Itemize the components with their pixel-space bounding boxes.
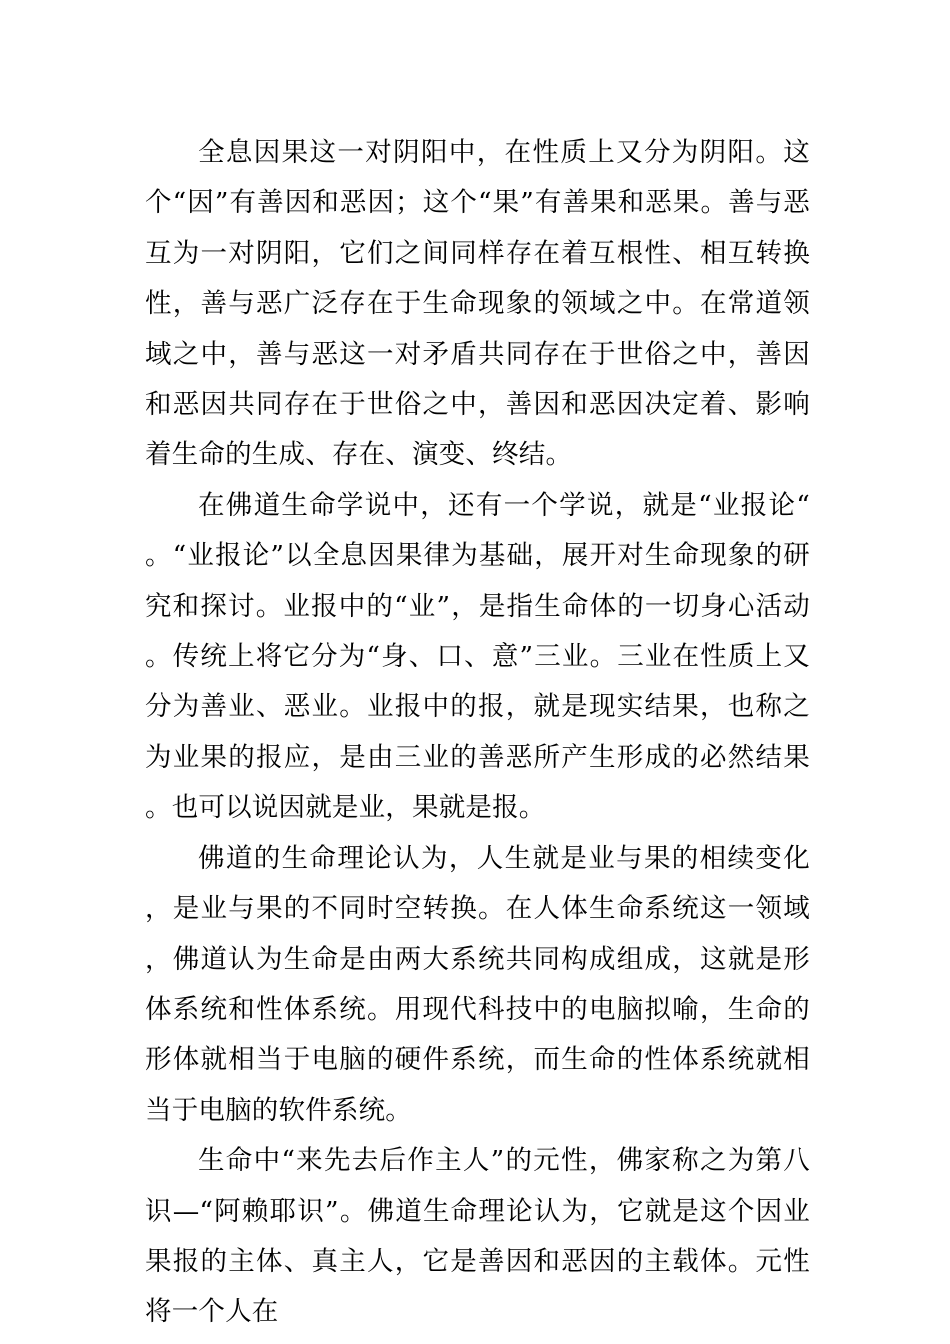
paragraph-2: 在佛道生命学说中，还有一个学说，就是“业报论“。“业报论”以全息因果律为基础，展开对生命现象的研究和探讨。业报中的“业”，是指生命体的一切身心活动。传统上将它分为“身、口、意”三业。三业在性质上又分为善业、恶业。业报中的报，就是现实结果，也称之为业果的报应，是由三业的善恶所产生形成的必然结果。也可以说因就是业，果就是报。 <box>145 489 810 824</box>
paragraph-3: 佛道的生命理论认为，人生就是业与果的相续变化，是业与果的不同时空转换。在人体生命系统这一领域，佛道认为生命是由两大系统共同构成组成，这就是形体系统和性体系统。用现代科技中的电脑拟喻，生命的形体就相当于电脑的硬件系统，而生命的性体系统就相当于电脑的软件系统。 <box>145 842 810 1126</box>
document-page <box>145 128 810 1338</box>
paragraph-1: 全息因果这一对阴阳中，在性质上又分为阴阳。这个“因”有善因和恶因；这个“果”有善果和恶果。善与恶互为一对阴阳，它们之间同样存在着互根性、相互转换性，善与恶广泛存在于生命现象的领域之中。在常道领域之中，善与恶这一对矛盾共同存在于世俗之中，善因和恶因共同存在于世俗之中，善因和恶因决定着、影响着生命的生成、存在、演变、终结。 <box>145 137 810 471</box>
paragraph-4: 生命中“来先去后作主人”的元性，佛家称之为第八识—“阿赖耶识”。佛道生命理论认为，它就是这个因业果报的主体、真主人，它是善因和恶因的主载体。元性将一个人在 <box>145 1145 810 1328</box>
